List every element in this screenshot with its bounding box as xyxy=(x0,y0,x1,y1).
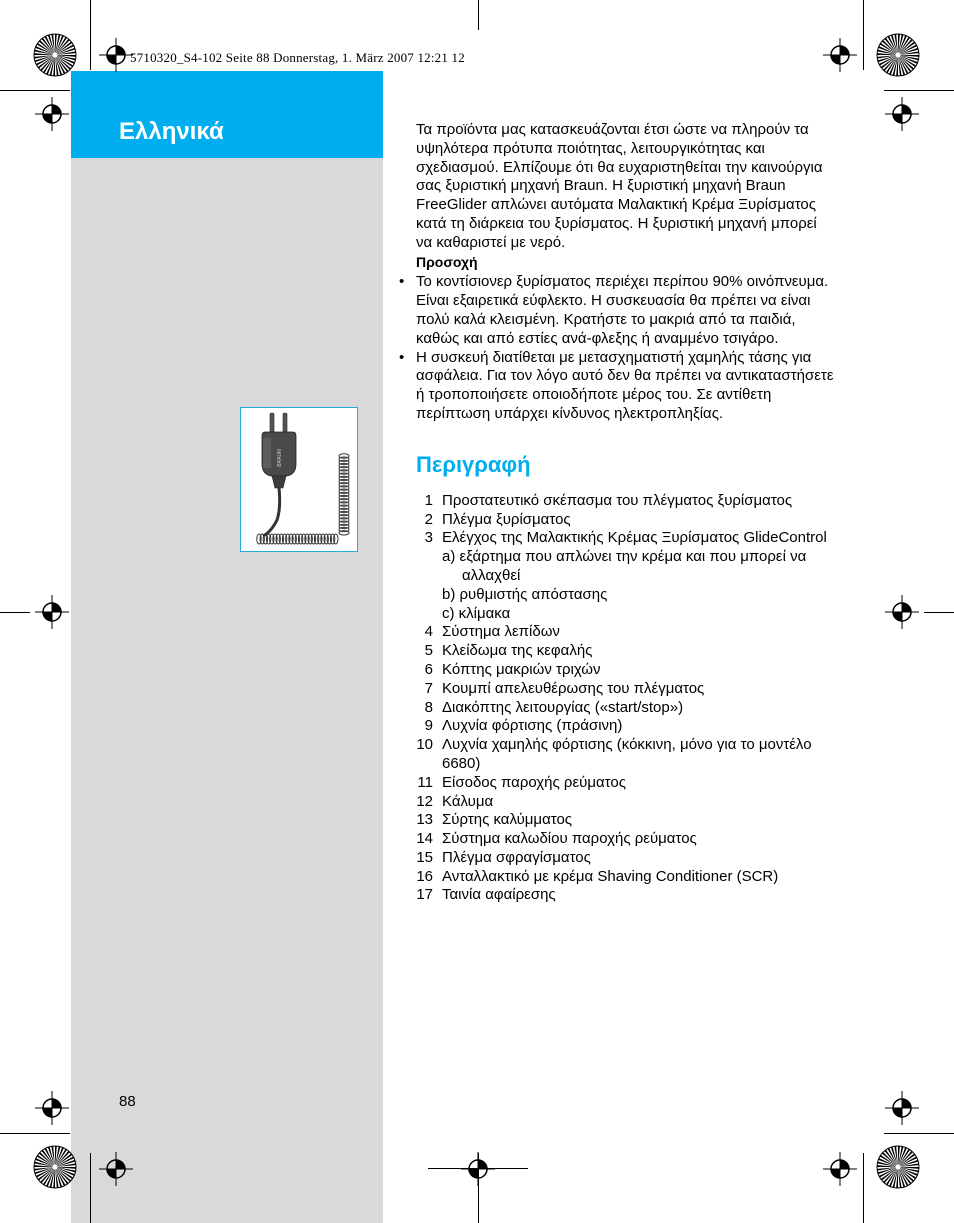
part-number: 13 xyxy=(416,811,433,829)
part-item xyxy=(416,605,836,624)
part-number: 6 xyxy=(424,660,433,678)
part-sub-text: c) κλίμακα xyxy=(442,604,511,622)
part-text: Κουμπί απελευθέρωσης του πλέγματος xyxy=(442,679,705,697)
intro-paragraph: Τα προϊόντα μας κατασκευάζονται έτσι ώστε να πληρούν τα υψηλότερα πρότυπα ποιότητας, λειτουργικότητας και σχεδιασμού. Ελπίζουμε ότι θα ευχαριστηθείται την καινούργια σας ξυριστική μηχανή Braun. Η ξυριστική μηχανή Braun FreeGlider απλώνει αυτόματα Μαλακτική Κρέμα Ξυρίσματος κατά τη διάρκεια του ξυρίσματος. Η ξυριστική μηχανή μπορεί να καθαριστεί με νερό. xyxy=(416,121,823,251)
main-content xyxy=(416,121,836,905)
part-item xyxy=(416,511,836,530)
registration-crosshair xyxy=(461,1152,495,1186)
part-item xyxy=(416,661,836,680)
part-item xyxy=(416,717,836,736)
part-text: Είσοδος παροχής ρεύματος xyxy=(442,773,626,791)
section-header-band xyxy=(71,71,383,158)
part-number: 15 xyxy=(416,848,433,866)
registration-starburst xyxy=(876,33,920,77)
registration-crosshair xyxy=(35,97,69,131)
part-number: 12 xyxy=(416,792,433,810)
section-title: Ελληνικά xyxy=(119,118,224,145)
part-text: Ελέγχος της Μαλακτικής Κρέμας Ξυρίσματος GlideControl xyxy=(442,529,827,547)
registration-crosshair xyxy=(35,595,69,629)
part-item xyxy=(416,736,836,774)
part-item xyxy=(416,830,836,849)
part-item xyxy=(416,548,836,586)
registration-crosshair xyxy=(99,38,133,72)
part-text: Λυχνία φόρτισης (πράσινη) xyxy=(442,717,623,735)
part-sub-text: b) ρυθμιστής απόστασης xyxy=(442,585,608,603)
part-item xyxy=(416,586,836,605)
part-number: 9 xyxy=(424,717,433,735)
part-number: 7 xyxy=(424,679,433,697)
crop-line xyxy=(90,1153,91,1223)
warning-item: • Το κοντίσιονερ ξυρίσματος περιέχει περίπου 90% οινόπνευμα. Είναι εξαιρετικά εύφλεκτο. Η συσκευασία θα πρέπει να είναι πολύ καλά κλεισμένη. Κρατήστε το μακριά από τα παιδιά, καθώς και από εστίες ανά-φλεξης ή αναμμένο τσιγάρο. xyxy=(416,273,836,348)
description-title: Περιγραφή xyxy=(416,451,531,477)
crop-line xyxy=(863,0,864,70)
part-item xyxy=(416,642,836,661)
print-header: 5710320_S4-102 Seite 88 Donnerstag, 1. März 2007 12:21 12 xyxy=(130,50,465,65)
plug-figure xyxy=(240,407,358,552)
part-number: 14 xyxy=(416,830,433,848)
part-number: 10 xyxy=(416,736,433,754)
registration-crosshair xyxy=(885,1091,919,1125)
part-text: Σύστημα καλωδίου παροχής ρεύματος xyxy=(442,830,697,848)
registration-crosshair xyxy=(823,1152,857,1186)
left-gray-column xyxy=(71,71,383,1223)
plug-with-cord-illustration xyxy=(241,408,357,551)
warning-item: • Η συσκευή διατίθεται με μετασχηματιστή χαμηλής τάσης για ασφάλεια. Για τον λόγο αυτό δεν θα πρέπει να αντικαταστήσετε ή τροποποιήσετε οποιοδήποτε μέρος του. Σε αντίθετη περίπτωση υπάρχει κίνδυνος ηλεκτροπληξίας. xyxy=(416,349,836,424)
part-sub-text: a) εξάρτημα που απλώνει την κρέμα και που μπορεί να αλλαχθεί xyxy=(442,548,807,584)
crop-line xyxy=(478,0,479,30)
part-number: 1 xyxy=(424,491,433,509)
crop-line xyxy=(0,612,30,613)
part-item xyxy=(416,849,836,868)
registration-crosshair xyxy=(823,38,857,72)
part-text: Ανταλλακτικό με κρέμα Shaving Conditioner (SCR) xyxy=(442,867,779,885)
part-number: 11 xyxy=(417,773,433,791)
part-number: 4 xyxy=(424,623,433,641)
part-item xyxy=(416,793,836,812)
crop-line xyxy=(924,612,954,613)
registration-starburst xyxy=(33,1145,77,1189)
part-number: 17 xyxy=(416,886,433,904)
plug-brand-label: BRAUN xyxy=(277,449,283,467)
part-text: Κλείδωμα της κεφαλής xyxy=(442,642,593,660)
registration-starburst xyxy=(33,33,77,77)
warning-list xyxy=(416,273,836,423)
part-number: 5 xyxy=(424,642,433,660)
cord-coil xyxy=(334,534,338,544)
warning-title: Προσοχή xyxy=(416,253,478,270)
page-number: 88 xyxy=(119,1093,136,1110)
part-text: Προστατευτικό σκέπασμα του πλέγματος ξυρίσματος xyxy=(442,491,793,509)
part-text: Πλέγμα ξυρίσματος xyxy=(442,510,571,528)
registration-crosshair xyxy=(99,1152,133,1186)
part-number: 8 xyxy=(424,698,433,716)
crop-line xyxy=(884,1133,954,1134)
part-text: Κάλυμα xyxy=(442,792,494,810)
part-number: 16 xyxy=(416,867,433,885)
cord-coil xyxy=(339,531,349,535)
registration-crosshair xyxy=(35,1091,69,1125)
part-item xyxy=(416,868,836,887)
part-text: Πλέγμα σφραγίσματος xyxy=(442,848,591,866)
crop-line xyxy=(0,1133,70,1134)
part-number: 2 xyxy=(424,510,433,528)
part-text: Λυχνία χαμηλής φόρτισης (κόκκινη, μόνο για το μοντέλο 6680) xyxy=(442,736,812,772)
part-text: Ταινία αφαίρεσης xyxy=(442,886,556,904)
crop-line xyxy=(90,0,91,70)
registration-crosshair xyxy=(885,97,919,131)
registration-starburst xyxy=(876,1145,920,1189)
registration-crosshair xyxy=(885,595,919,629)
part-text: Διακόπτης λειτουργίας («start/stop») xyxy=(442,698,684,716)
parts-list xyxy=(416,492,836,906)
crop-line xyxy=(863,1153,864,1223)
part-item xyxy=(416,699,836,718)
part-text: Κόπτης μακριών τριχών xyxy=(442,660,601,678)
part-item xyxy=(416,886,836,905)
part-item xyxy=(416,623,836,642)
part-item xyxy=(416,680,836,699)
crop-line xyxy=(0,90,70,91)
part-text: Σύστημα λεπίδων xyxy=(442,623,560,641)
part-text: Σύρτης καλύμματος xyxy=(442,811,573,829)
part-number: 3 xyxy=(424,529,433,547)
part-item xyxy=(416,811,836,830)
part-item xyxy=(416,492,836,511)
part-item xyxy=(416,529,836,548)
part-item xyxy=(416,774,836,793)
crop-line xyxy=(884,90,954,91)
